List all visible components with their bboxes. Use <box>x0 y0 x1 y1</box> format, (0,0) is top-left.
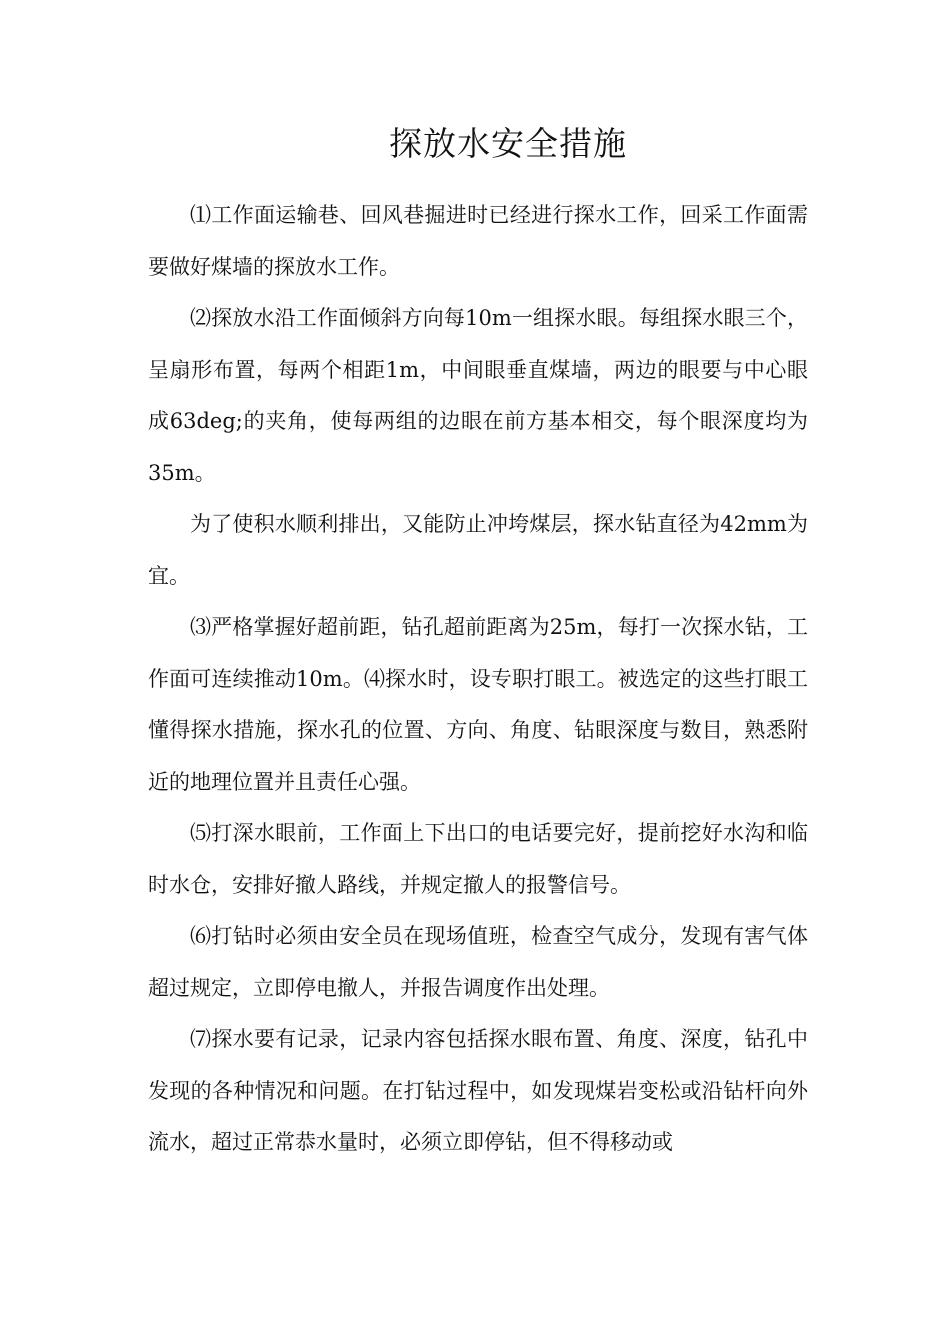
paragraph-5: ⑸打深水眼前，工作面上下出口的电话要完好，提前挖好水沟和临时水仓，安排好撤人路线，并规定撤人的报警信号。 <box>148 821 808 897</box>
paragraph-1: ⑴工作面运输巷、回风巷掘进时已经进行探水工作，回采工作面需要做好煤墙的探放水工作。 <box>148 203 808 279</box>
paragraph-4: ⑶严格掌握好超前距，钻孔超前距离为25m，每打一次探水钻，工作面可连续推动10m。⑷探水时，设专职打眼工。被选定的这些打眼工懂得探水措施，探水孔的位置、方向、角度、钻眼深度与数目，熟悉附近的地理位置并且责任心强。 <box>148 615 808 794</box>
paragraph-3: 为了使积水顺利排出，又能防止冲垮煤层，探水钻直径为42mm为宜。 <box>148 512 808 588</box>
paragraph-7: ⑺探水要有记录，记录内容包括探水眼布置、角度、深度，钻孔中发现的各种情况和问题。在打钻过程中，如发现煤岩变松或沿钻杆向外流水，超过正常恭水量时，必须立即停钻，但不得移动或 <box>148 1027 808 1154</box>
paragraph-6: ⑹打钻时必须由安全员在现场值班，检查空气成分，发现有害气体超过规定，立即停电撤人，并报告调度作出处理。 <box>148 924 808 1000</box>
document-title: 探放水安全措施 <box>389 124 627 163</box>
document-body <box>148 190 808 1169</box>
paragraph-2: ⑵探放水沿工作面倾斜方向每10m一组探水眼。每组探水眼三个，呈扇形布置，每两个相距1m，中间眼垂直煤墙，两边的眼要与中心眼成63deg;的夹角，使每两组的边眼在前方基本相交，每个眼深度均为35m。 <box>148 306 808 485</box>
